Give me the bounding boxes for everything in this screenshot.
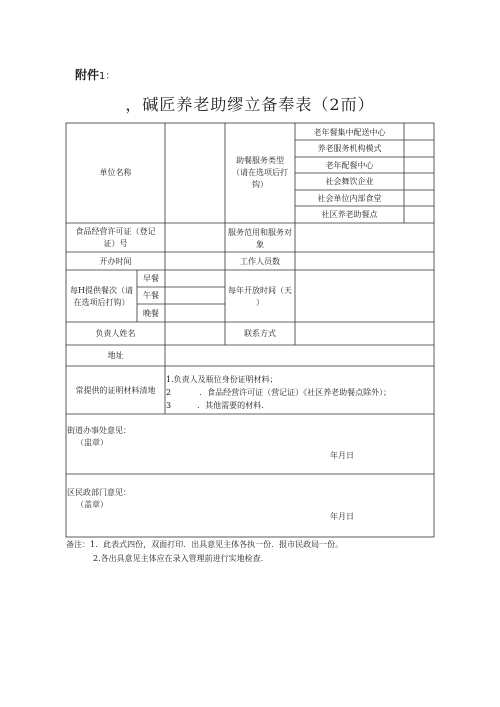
- option-care-institution: 养老服务机构模式: [317, 144, 382, 153]
- civil-affairs-seal: （盖章）: [76, 500, 108, 509]
- materials-item-2: 2 ．食品经营许可证（营记证）《社区养老助餐点除外）；: [166, 388, 392, 397]
- materials-item-1: 1.负责人及瓶位身份证明材料；: [166, 375, 278, 384]
- food-license-label-1: 食品经营许可证（登记: [75, 227, 156, 236]
- contact-label: 联系方式: [244, 329, 276, 338]
- food-license-label-2: 证）号: [103, 239, 128, 248]
- meal-lunch: 午餐: [143, 291, 159, 300]
- meals-label-2: 在选项后打钩）: [73, 298, 130, 307]
- street-office-seal: （盅章）: [76, 438, 108, 447]
- civil-affairs-opinion: 区民政部门意见：: [67, 488, 131, 497]
- option-catering-company: 社会舞饮企业: [325, 177, 374, 186]
- unit-name-label: 单位名称: [99, 168, 132, 177]
- meal-breakfast: 早餐: [143, 274, 159, 283]
- meals-label-1: 每H提供餐次（请: [70, 286, 133, 295]
- service-scope-label-1: 服务范用和服务对: [228, 228, 292, 237]
- option-central-delivery: 老年餐集中配送中心: [313, 128, 386, 137]
- note-1: 备注：1．此表式四份，双面打印．出具意见主体各执一份．报市民政局一份。: [66, 540, 344, 549]
- attachment-label: 附件1：: [75, 68, 116, 82]
- form-title: ，碱匠养老助缪立备奉表（2而）: [125, 95, 375, 114]
- address-label: 地址: [107, 351, 124, 360]
- service-type-label-1: 助餐服务类型: [236, 156, 284, 165]
- street-office-date: 年月日: [330, 451, 354, 460]
- service-type-label-2: （请在选项后打: [232, 168, 288, 177]
- open-time-label: 开办时间: [99, 257, 132, 266]
- materials-label: 常提供的证明材料清地: [75, 386, 156, 395]
- staff-count-label: 工作人员数: [240, 257, 280, 266]
- annual-days-label-1: 每年开放时间（天: [228, 286, 292, 295]
- note-2: 2.各出具意见主体应在录入管理前进行实地检查.: [93, 554, 264, 563]
- service-scope-label-2: 象: [256, 240, 264, 249]
- civil-affairs-date: 年月日: [330, 512, 354, 521]
- option-community-point: 社区养老助餐点: [321, 210, 378, 219]
- annual-days-label-2: ）: [256, 298, 264, 307]
- option-meal-center: 老年配餐中心: [325, 161, 374, 170]
- option-internal-canteen: 社会单位内部食堂: [317, 194, 382, 203]
- materials-item-3: 3 ．其他需要的材料.: [166, 401, 264, 410]
- street-office-opinion: 街道办事处意见：: [67, 426, 131, 435]
- manager-name-label: 负责人姓名: [95, 329, 136, 338]
- meal-dinner: 晚餐: [143, 309, 159, 318]
- service-type-label-3: 钩）: [252, 180, 268, 189]
